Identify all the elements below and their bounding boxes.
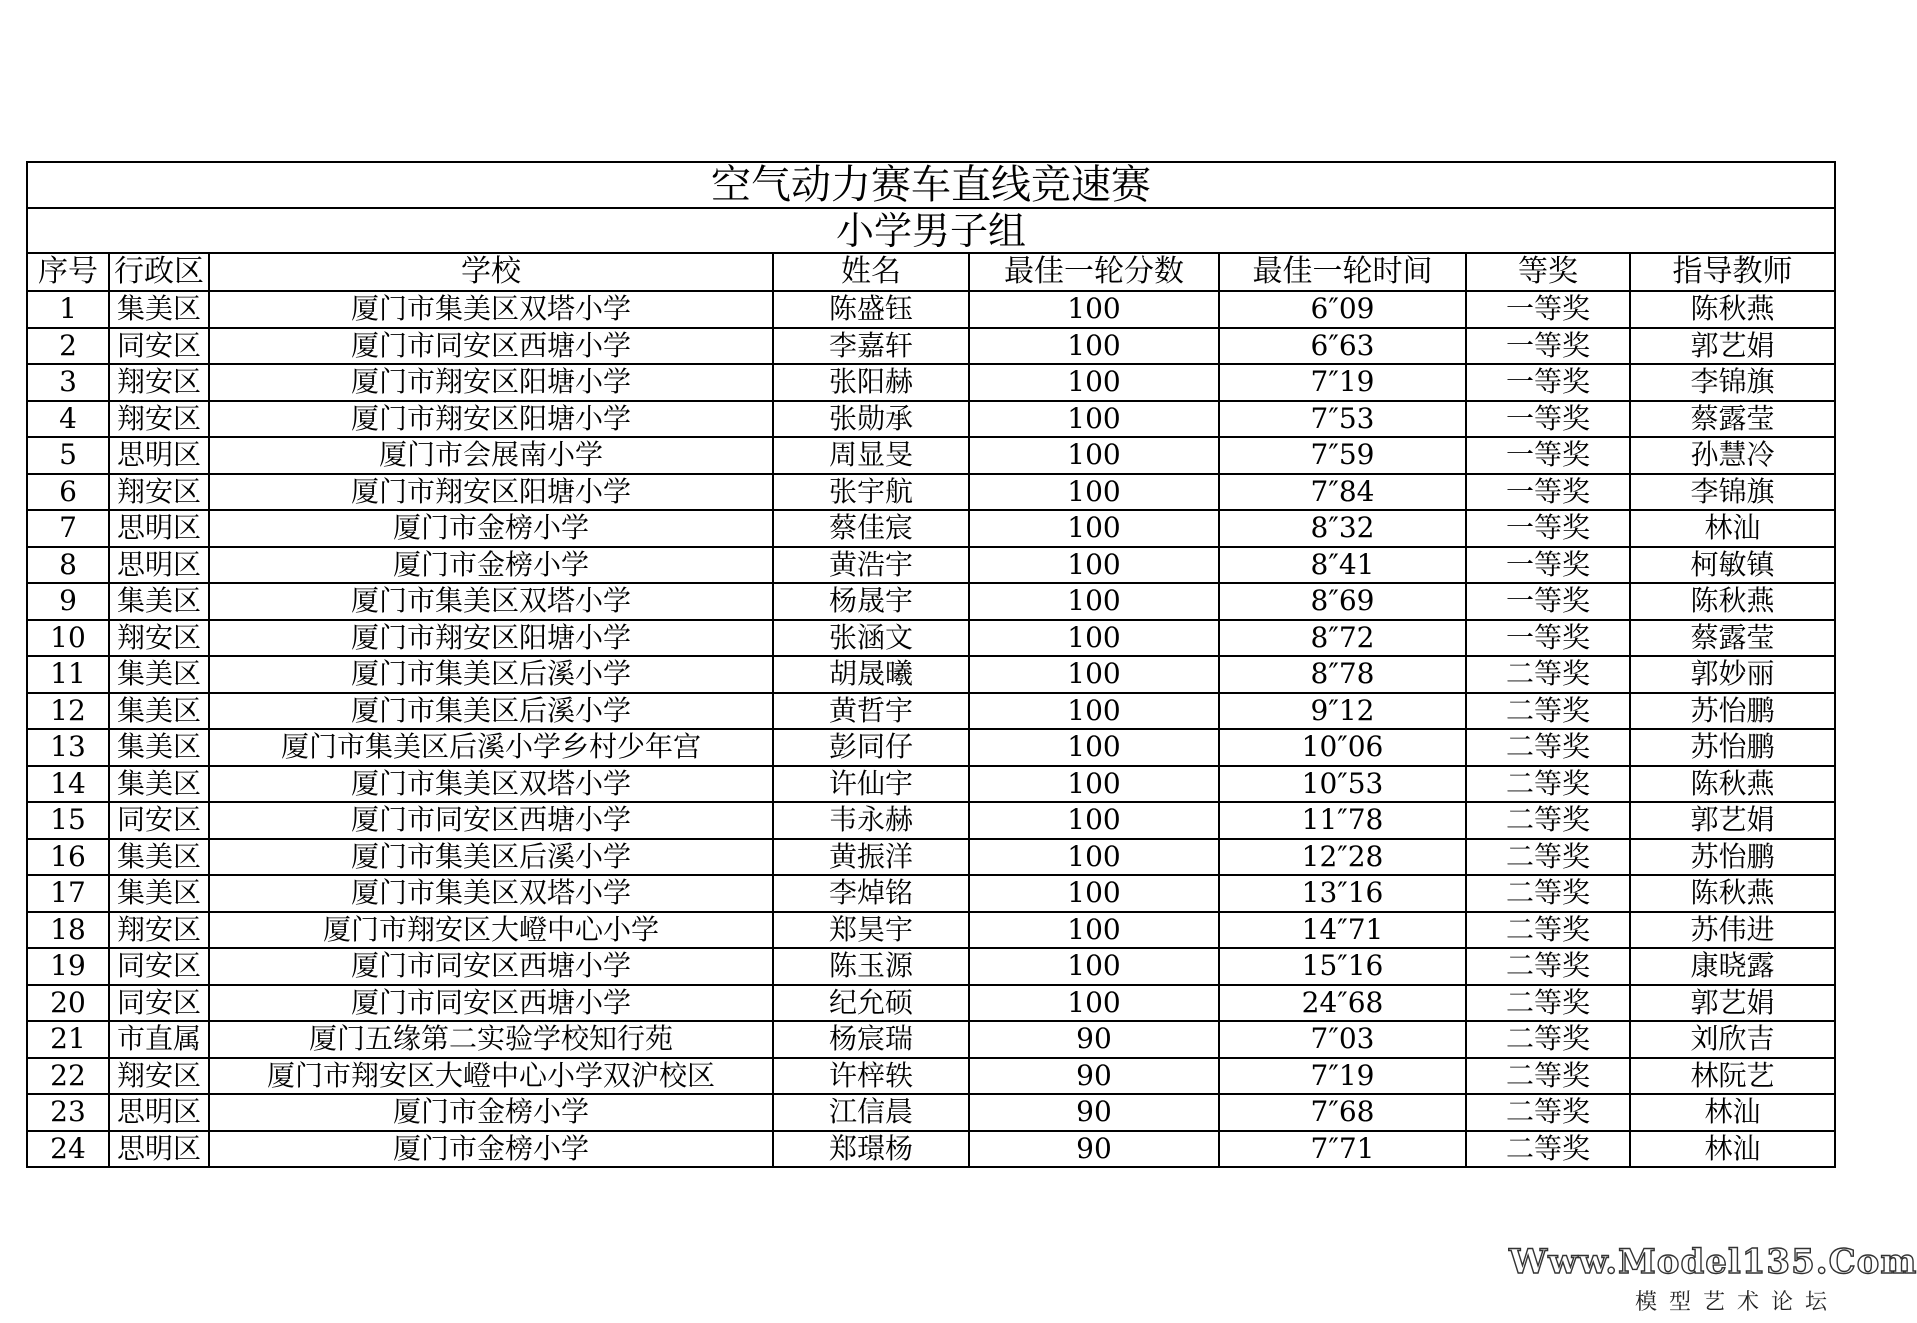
row-score: 100 xyxy=(969,802,1219,839)
row-name: 胡晟曦 xyxy=(773,656,969,693)
header-teacher: 指导教师 xyxy=(1630,253,1835,291)
row-district: 翔安区 xyxy=(109,364,209,401)
row-index: 8 xyxy=(27,547,109,584)
row-school: 厦门市翔安区阳塘小学 xyxy=(209,474,773,511)
row-index: 10 xyxy=(27,620,109,657)
table-row xyxy=(27,437,1835,474)
row-school: 厦门市集美区双塔小学 xyxy=(209,766,773,803)
row-award: 一等奖 xyxy=(1466,364,1630,401)
row-score: 100 xyxy=(969,948,1219,985)
row-score: 100 xyxy=(969,912,1219,949)
table-row xyxy=(27,693,1835,730)
row-index: 4 xyxy=(27,401,109,438)
header-index: 序号 xyxy=(27,253,109,291)
row-time: 7″59 xyxy=(1219,437,1466,474)
row-score: 100 xyxy=(969,364,1219,401)
row-school: 厦门市同安区西塘小学 xyxy=(209,328,773,365)
page-title: 空气动力赛车直线竞速赛 xyxy=(27,162,1835,208)
row-time: 12″28 xyxy=(1219,839,1466,876)
row-name: 郑璟杨 xyxy=(773,1131,969,1168)
row-award: 二等奖 xyxy=(1466,766,1630,803)
row-school: 厦门市集美区后溪小学 xyxy=(209,693,773,730)
row-index: 19 xyxy=(27,948,109,985)
row-teacher: 苏怡鹏 xyxy=(1630,839,1835,876)
row-score: 100 xyxy=(969,583,1219,620)
row-index: 22 xyxy=(27,1058,109,1095)
table-row xyxy=(27,875,1835,912)
subtitle-row xyxy=(27,208,1835,253)
row-index: 12 xyxy=(27,693,109,730)
row-district: 集美区 xyxy=(109,656,209,693)
row-award: 一等奖 xyxy=(1466,328,1630,365)
row-teacher: 李锦旗 xyxy=(1630,474,1835,511)
row-time: 13″16 xyxy=(1219,875,1466,912)
row-score: 100 xyxy=(969,693,1219,730)
row-score: 90 xyxy=(969,1131,1219,1168)
row-award: 二等奖 xyxy=(1466,1094,1630,1131)
row-award: 二等奖 xyxy=(1466,985,1630,1022)
row-time: 7″84 xyxy=(1219,474,1466,511)
row-award: 二等奖 xyxy=(1466,729,1630,766)
row-district: 集美区 xyxy=(109,766,209,803)
table-row xyxy=(27,766,1835,803)
row-score: 90 xyxy=(969,1094,1219,1131)
row-district: 翔安区 xyxy=(109,1058,209,1095)
row-score: 100 xyxy=(969,985,1219,1022)
header-school: 学校 xyxy=(209,253,773,291)
row-award: 一等奖 xyxy=(1466,437,1630,474)
row-district: 思明区 xyxy=(109,1094,209,1131)
row-school: 厦门市翔安区大嶝中心小学双沪校区 xyxy=(209,1058,773,1095)
table-row xyxy=(27,474,1835,511)
header-name: 姓名 xyxy=(773,253,969,291)
row-index: 16 xyxy=(27,839,109,876)
row-index: 11 xyxy=(27,656,109,693)
row-school: 厦门市金榜小学 xyxy=(209,1131,773,1168)
row-name: 郑昊宇 xyxy=(773,912,969,949)
row-index: 17 xyxy=(27,875,109,912)
row-time: 7″71 xyxy=(1219,1131,1466,1168)
row-teacher: 蔡露莹 xyxy=(1630,620,1835,657)
row-school: 厦门市集美区双塔小学 xyxy=(209,583,773,620)
row-teacher: 苏怡鹏 xyxy=(1630,693,1835,730)
row-time: 8″78 xyxy=(1219,656,1466,693)
row-teacher: 陈秋燕 xyxy=(1630,291,1835,328)
row-school: 厦门市翔安区阳塘小学 xyxy=(209,401,773,438)
table-row xyxy=(27,1058,1835,1095)
row-name: 蔡佳宸 xyxy=(773,510,969,547)
header-row xyxy=(27,253,1835,291)
row-time: 8″41 xyxy=(1219,547,1466,584)
row-name: 黄哲宇 xyxy=(773,693,969,730)
row-teacher: 陈秋燕 xyxy=(1630,766,1835,803)
row-score: 100 xyxy=(969,328,1219,365)
row-name: 许梓轶 xyxy=(773,1058,969,1095)
row-district: 思明区 xyxy=(109,1131,209,1168)
table-row xyxy=(27,547,1835,584)
row-award: 二等奖 xyxy=(1466,1021,1630,1058)
row-score: 90 xyxy=(969,1021,1219,1058)
table-row xyxy=(27,620,1835,657)
row-district: 集美区 xyxy=(109,839,209,876)
row-teacher: 陈秋燕 xyxy=(1630,583,1835,620)
row-district: 同安区 xyxy=(109,802,209,839)
row-teacher: 蔡露莹 xyxy=(1630,401,1835,438)
row-district: 同安区 xyxy=(109,985,209,1022)
row-award: 一等奖 xyxy=(1466,474,1630,511)
row-award: 二等奖 xyxy=(1466,912,1630,949)
row-award: 一等奖 xyxy=(1466,291,1630,328)
row-name: 李焯铭 xyxy=(773,875,969,912)
forum-watermark xyxy=(1509,1242,1917,1316)
row-name: 黄浩宇 xyxy=(773,547,969,584)
row-school: 厦门市同安区西塘小学 xyxy=(209,948,773,985)
row-index: 14 xyxy=(27,766,109,803)
row-time: 7″19 xyxy=(1219,1058,1466,1095)
row-score: 100 xyxy=(969,766,1219,803)
row-name: 彭同仔 xyxy=(773,729,969,766)
row-award: 一等奖 xyxy=(1466,620,1630,657)
row-name: 张阳赫 xyxy=(773,364,969,401)
row-name: 许仙宇 xyxy=(773,766,969,803)
group-subtitle: 小学男子组 xyxy=(27,208,1835,253)
row-score: 100 xyxy=(969,839,1219,876)
row-time: 10″06 xyxy=(1219,729,1466,766)
row-district: 思明区 xyxy=(109,547,209,584)
table-row xyxy=(27,802,1835,839)
row-district: 集美区 xyxy=(109,875,209,912)
row-index: 2 xyxy=(27,328,109,365)
header-best-score: 最佳一轮分数 xyxy=(969,253,1219,291)
row-school: 厦门市金榜小学 xyxy=(209,1094,773,1131)
row-district: 集美区 xyxy=(109,291,209,328)
row-time: 24″68 xyxy=(1219,985,1466,1022)
row-name: 江信晨 xyxy=(773,1094,969,1131)
watermark-url: Www.Model135.Com xyxy=(1509,1242,1917,1282)
table-row xyxy=(27,656,1835,693)
row-school: 厦门市集美区后溪小学 xyxy=(209,656,773,693)
row-score: 100 xyxy=(969,401,1219,438)
row-award: 二等奖 xyxy=(1466,1131,1630,1168)
row-district: 集美区 xyxy=(109,693,209,730)
row-score: 100 xyxy=(969,729,1219,766)
row-school: 厦门市集美区后溪小学 xyxy=(209,839,773,876)
table-row xyxy=(27,839,1835,876)
row-score: 100 xyxy=(969,291,1219,328)
row-score: 100 xyxy=(969,510,1219,547)
row-name: 杨宸瑞 xyxy=(773,1021,969,1058)
row-teacher: 林汕 xyxy=(1630,510,1835,547)
row-teacher: 陈秋燕 xyxy=(1630,875,1835,912)
row-name: 李嘉轩 xyxy=(773,328,969,365)
watermark-name: 模型艺术论坛 xyxy=(1634,1290,1839,1316)
row-time: 7″03 xyxy=(1219,1021,1466,1058)
row-teacher: 刘欣吉 xyxy=(1630,1021,1835,1058)
row-time: 7″53 xyxy=(1219,401,1466,438)
row-index: 21 xyxy=(27,1021,109,1058)
row-score: 100 xyxy=(969,620,1219,657)
row-district: 思明区 xyxy=(109,510,209,547)
row-teacher: 苏伟进 xyxy=(1630,912,1835,949)
row-award: 二等奖 xyxy=(1466,656,1630,693)
row-school: 厦门市翔安区阳塘小学 xyxy=(209,620,773,657)
row-index: 20 xyxy=(27,985,109,1022)
row-teacher: 柯敏镇 xyxy=(1630,547,1835,584)
row-district: 翔安区 xyxy=(109,620,209,657)
row-index: 6 xyxy=(27,474,109,511)
row-teacher: 郭艺娟 xyxy=(1630,802,1835,839)
row-district: 集美区 xyxy=(109,583,209,620)
row-district: 思明区 xyxy=(109,437,209,474)
row-award: 一等奖 xyxy=(1466,547,1630,584)
row-award: 一等奖 xyxy=(1466,583,1630,620)
row-time: 9″12 xyxy=(1219,693,1466,730)
row-district: 市直属 xyxy=(109,1021,209,1058)
row-teacher: 苏怡鹏 xyxy=(1630,729,1835,766)
row-index: 15 xyxy=(27,802,109,839)
row-school: 厦门五缘第二实验学校知行苑 xyxy=(209,1021,773,1058)
row-time: 7″68 xyxy=(1219,1094,1466,1131)
row-district: 翔安区 xyxy=(109,912,209,949)
row-district: 集美区 xyxy=(109,729,209,766)
row-teacher: 林汕 xyxy=(1630,1094,1835,1131)
row-district: 翔安区 xyxy=(109,401,209,438)
row-time: 11″78 xyxy=(1219,802,1466,839)
row-school: 厦门市集美区双塔小学 xyxy=(209,875,773,912)
row-index: 9 xyxy=(27,583,109,620)
row-district: 同安区 xyxy=(109,328,209,365)
row-teacher: 李锦旗 xyxy=(1630,364,1835,401)
row-school: 厦门市翔安区阳塘小学 xyxy=(209,364,773,401)
row-index: 18 xyxy=(27,912,109,949)
table-row xyxy=(27,583,1835,620)
row-time: 10″53 xyxy=(1219,766,1466,803)
table-row xyxy=(27,729,1835,766)
row-school: 厦门市同安区西塘小学 xyxy=(209,802,773,839)
row-time: 8″69 xyxy=(1219,583,1466,620)
row-school: 厦门市金榜小学 xyxy=(209,510,773,547)
row-award: 二等奖 xyxy=(1466,693,1630,730)
row-index: 7 xyxy=(27,510,109,547)
table-row xyxy=(27,985,1835,1022)
table-row xyxy=(27,1094,1835,1131)
row-award: 二等奖 xyxy=(1466,875,1630,912)
row-name: 张涵文 xyxy=(773,620,969,657)
row-award: 二等奖 xyxy=(1466,802,1630,839)
row-school: 厦门市翔安区大嶝中心小学 xyxy=(209,912,773,949)
row-score: 100 xyxy=(969,474,1219,511)
row-school: 厦门市会展南小学 xyxy=(209,437,773,474)
row-score: 100 xyxy=(969,656,1219,693)
row-school: 厦门市同安区西塘小学 xyxy=(209,985,773,1022)
header-district: 行政区 xyxy=(109,253,209,291)
row-school: 厦门市集美区双塔小学 xyxy=(209,291,773,328)
row-award: 一等奖 xyxy=(1466,401,1630,438)
results-table xyxy=(26,161,1836,1168)
row-score: 100 xyxy=(969,547,1219,584)
row-teacher: 林阮艺 xyxy=(1630,1058,1835,1095)
row-name: 周显旻 xyxy=(773,437,969,474)
row-name: 黄振洋 xyxy=(773,839,969,876)
row-teacher: 康晓露 xyxy=(1630,948,1835,985)
title-row xyxy=(27,162,1835,208)
row-index: 23 xyxy=(27,1094,109,1131)
row-award: 一等奖 xyxy=(1466,510,1630,547)
row-name: 纪允硕 xyxy=(773,985,969,1022)
row-award: 二等奖 xyxy=(1466,839,1630,876)
table-row xyxy=(27,510,1835,547)
row-teacher: 孙慧冷 xyxy=(1630,437,1835,474)
table-row xyxy=(27,1131,1835,1168)
row-index: 1 xyxy=(27,291,109,328)
header-award: 等奖 xyxy=(1466,253,1630,291)
row-school: 厦门市金榜小学 xyxy=(209,547,773,584)
row-time: 6″63 xyxy=(1219,328,1466,365)
row-index: 3 xyxy=(27,364,109,401)
row-school: 厦门市集美区后溪小学乡村少年宫 xyxy=(209,729,773,766)
row-time: 14″71 xyxy=(1219,912,1466,949)
row-score: 100 xyxy=(969,875,1219,912)
row-time: 6″09 xyxy=(1219,291,1466,328)
row-time: 8″32 xyxy=(1219,510,1466,547)
table-row xyxy=(27,948,1835,985)
table-row xyxy=(27,912,1835,949)
row-name: 杨晟宇 xyxy=(773,583,969,620)
row-name: 陈盛钰 xyxy=(773,291,969,328)
row-time: 15″16 xyxy=(1219,948,1466,985)
row-index: 24 xyxy=(27,1131,109,1168)
table-row xyxy=(27,364,1835,401)
row-name: 张宇航 xyxy=(773,474,969,511)
row-time: 7″19 xyxy=(1219,364,1466,401)
row-district: 同安区 xyxy=(109,948,209,985)
row-name: 陈玉源 xyxy=(773,948,969,985)
row-teacher: 郭艺娟 xyxy=(1630,328,1835,365)
table-row xyxy=(27,291,1835,328)
header-best-time: 最佳一轮时间 xyxy=(1219,253,1466,291)
row-district: 翔安区 xyxy=(109,474,209,511)
row-index: 5 xyxy=(27,437,109,474)
row-award: 二等奖 xyxy=(1466,948,1630,985)
row-score: 100 xyxy=(969,437,1219,474)
row-index: 13 xyxy=(27,729,109,766)
table-row xyxy=(27,328,1835,365)
row-name: 韦永赫 xyxy=(773,802,969,839)
table-row xyxy=(27,401,1835,438)
row-name: 张勋承 xyxy=(773,401,969,438)
row-time: 8″72 xyxy=(1219,620,1466,657)
row-teacher: 林汕 xyxy=(1630,1131,1835,1168)
row-teacher: 郭艺娟 xyxy=(1630,985,1835,1022)
row-teacher: 郭妙丽 xyxy=(1630,656,1835,693)
table-row xyxy=(27,1021,1835,1058)
row-score: 90 xyxy=(969,1058,1219,1095)
row-award: 二等奖 xyxy=(1466,1058,1630,1095)
